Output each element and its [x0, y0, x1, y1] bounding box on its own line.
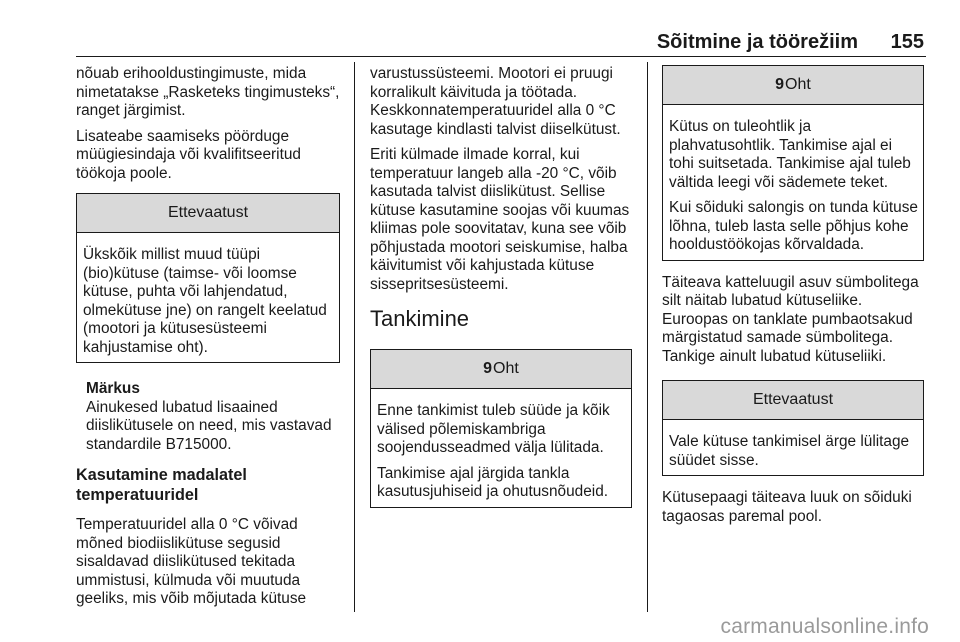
- paragraph: nõuab erihooldustingimuste, mida nimetatakse „Rasketeks tingimusteks“, ranget järgimist.: [76, 65, 340, 119]
- warning-text: Kütus on tuleohtlik ja plahvatusohtlik. Tankimise ajal ei tohi suitsetada. Tankimise ajal tuleb vältida leegi või sädemete teket.: [669, 118, 911, 191]
- warning-triangle-icon: 9: [775, 76, 785, 93]
- caution-text: Vale kütuse tankimisel ärge lülitage süüdet sisse.: [669, 433, 910, 469]
- page-number: 155: [890, 31, 924, 53]
- caution-text: Ükskõik millist muud tüüpi (bio)kütuse (taimse- või loomse kütuse, puhta või lahjendatud, olmekütuse jne) on rangelt keelatud (mootori ja kütusesüsteemi kahjustamise oht).: [83, 246, 327, 356]
- watermark: carmanualsonline.info: [720, 615, 929, 638]
- caution-title: Ettevaatust: [663, 381, 923, 420]
- column-3: [662, 65, 924, 533]
- warning-text: Tankimise ajal järgida tankla kasutusjuhiseid ja ohutusnõudeid.: [377, 464, 609, 500]
- note-text: Ainukesed lubatud lisaained diislikütusele on need, mis vastavad standardile B715000.: [86, 398, 332, 453]
- caution-box: [662, 380, 924, 476]
- warning-header: [371, 350, 631, 389]
- note-block: [86, 380, 340, 454]
- caution-title: Ettevaatust: [77, 194, 339, 233]
- section-title: Sõitmine ja töörežiim: [656, 31, 858, 53]
- warning-text: Kui sõiduki salongis on tunda kütuse lõhna, tuleb lasta selle põhjus kohe hooldustöökojas kõrvaldada.: [669, 199, 918, 253]
- caution-box: [76, 193, 340, 363]
- paragraph: varustussüsteemi. Mootori ei pruugi korralikult käivituda ja töötada. Keskkonnatemperatuuridel alla 0 °C kasutage kindlasti talvist diiselkütust.: [370, 65, 621, 138]
- paragraph: Täiteava katteluugil asuv sümbolitega silt näitab lubatud kütuseliike. Euroopas on tanklate pumbaotsakud märgistatud samade sümbolitega. Tankige ainult lubatud kütuseliiki.: [662, 273, 919, 365]
- note-title: Märkus: [86, 380, 140, 397]
- paragraph: Temperatuuridel alla 0 °C võivad mõned biodiislikütuse segusid sisaldavad diislikütused tekitada ummistusi, külmuda või muutuda geeliks, mis võib mõjutada kütuse: [76, 516, 307, 607]
- column-2: [370, 65, 634, 508]
- subheading: Kasutamine madalatel temperatuuridel: [76, 466, 247, 504]
- column-divider-left: [354, 62, 355, 612]
- warning-box: [370, 349, 632, 508]
- section-heading: Tankimine: [370, 306, 470, 331]
- paragraph: Lisateabe saamiseks pöörduge müügiesindaja või kvalifitseeritud töökoja poole.: [76, 127, 301, 182]
- warning-triangle-icon: 9: [483, 360, 493, 377]
- warning-title: Oht: [493, 360, 519, 377]
- column-divider-right: [647, 62, 648, 612]
- warning-header: [663, 66, 923, 105]
- paragraph: Kütusepaagi täiteava luuk on sõiduki tagaosas paremal pool.: [662, 489, 912, 525]
- paragraph: Eriti külmade ilmade korral, kui temperatuur langeb alla -20 °C, võib kasutada talvist diislikütust. Sellise kütuse kasutamine soojas või kuumas kliimas pole soovitatav, kuna see võib põhjustada mootori seiskumise, halba käivitumist või kahjustada kütuse sissepritsesüsteemi.: [370, 146, 630, 293]
- warning-text: Enne tankimist tuleb süüde ja kõik välised põlemiskambriga soojendusseadmed välja lülitada.: [377, 402, 610, 456]
- warning-title: Oht: [785, 76, 811, 93]
- column-1: [76, 65, 340, 616]
- warning-box: [662, 65, 924, 261]
- header-divider: [76, 56, 926, 57]
